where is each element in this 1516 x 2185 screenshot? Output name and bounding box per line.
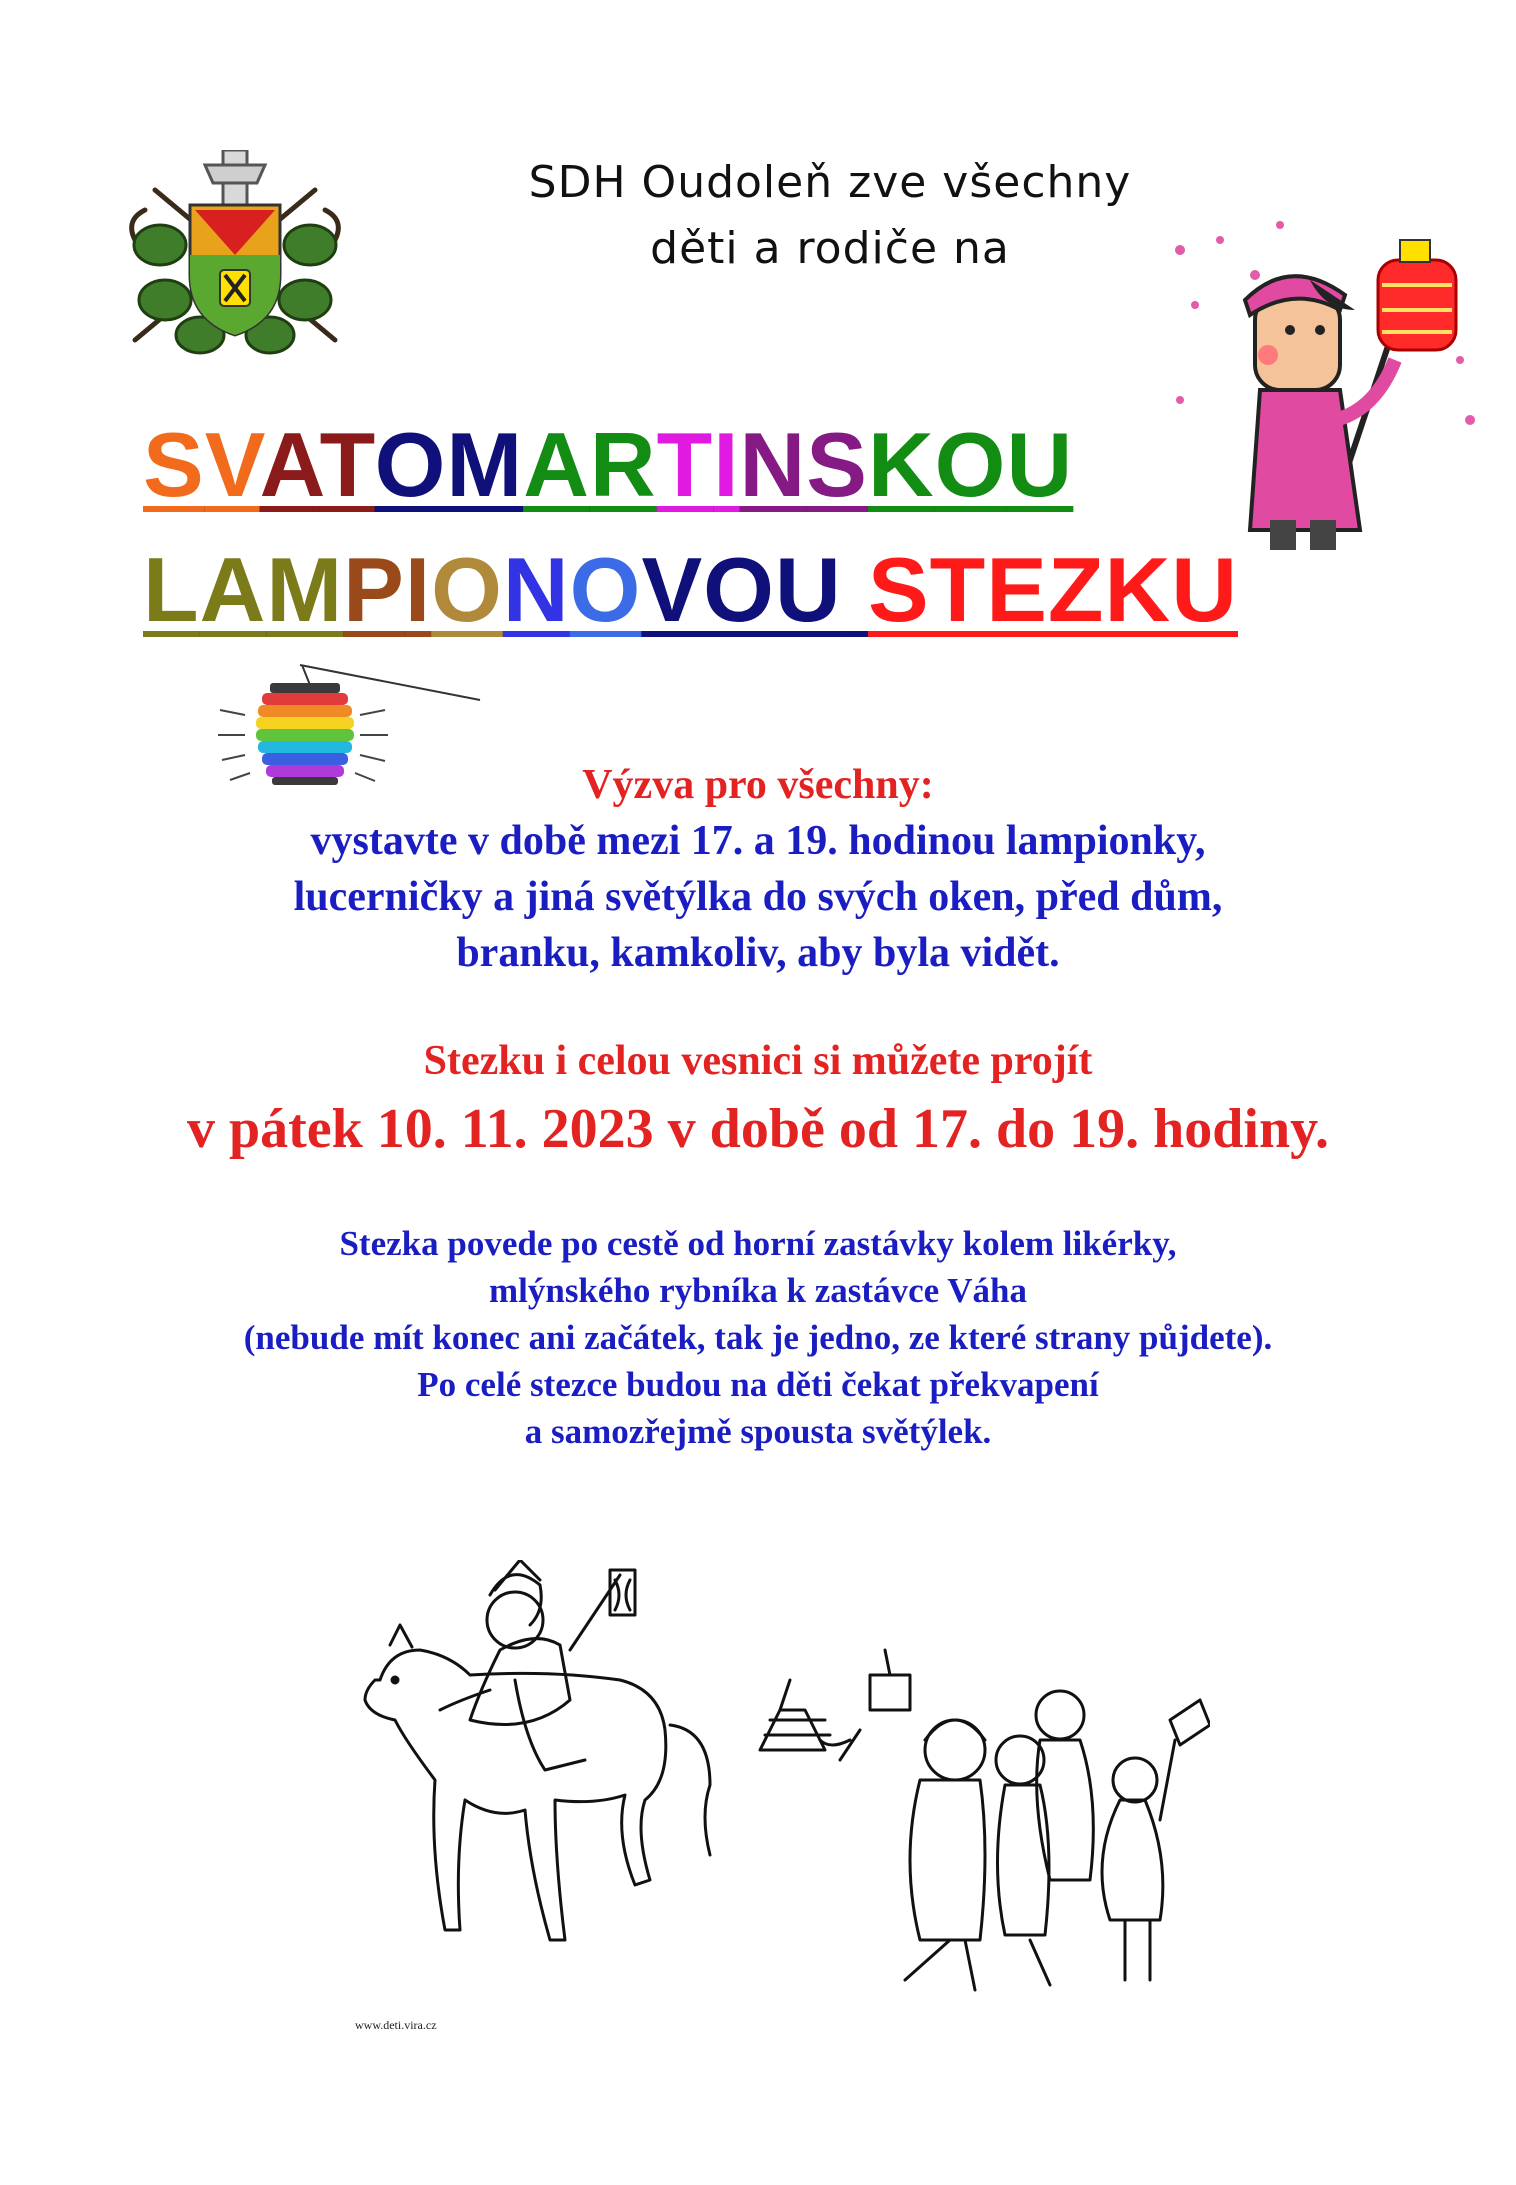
title-line-1-segment: T [656, 415, 714, 516]
title-line-1-segment: T [319, 415, 375, 516]
challenge-line-3: branku, kamkoliv, aby byla vidět. [456, 930, 1060, 976]
title-line-1 [143, 415, 1074, 516]
title-line-2-segment [842, 540, 868, 641]
title-line-1-segment: V [204, 415, 260, 516]
route-line-5: a samozřejmě spousta světýlek. [524, 1412, 992, 1451]
title-line-2-segment: V [641, 540, 704, 641]
lantern-child-icon [1160, 220, 1490, 560]
challenge-line-1: vystavte v době mezi 17. a 19. hodinou lampionky, [310, 818, 1206, 864]
children-lanterns-illustration-icon [730, 1640, 1210, 2020]
title-line-1-segment: N [739, 415, 807, 516]
title-line-1-segment: S [806, 415, 868, 516]
title-line-1-segment: R [589, 415, 657, 516]
title-line-2-segment: O [703, 540, 775, 641]
title-line-1-segment: A [523, 415, 590, 516]
title-line-2-segment: U [774, 540, 842, 641]
title-line-1-segment: U [1006, 415, 1074, 516]
title-line-1-segment: O [374, 415, 447, 516]
title-line-1-segment: S [143, 415, 205, 516]
route-line-3: (nebude mít konec ani začátek, tak je jedno, ze které strany půjdete). [243, 1318, 1273, 1357]
intro-line-1: SDH Oudoleň zve všechny [528, 157, 1132, 208]
title-line-2-segment: L [143, 540, 200, 641]
route-line-2: mlýnského rybníka k zastávce Váha [488, 1271, 1028, 1310]
walk-line-2: v pátek 10. 11. 2023 v době od 17. do 19. hodiny. [186, 1098, 1330, 1160]
walk-line-1: Stezku i celou vesnici si můžete projít [423, 1038, 1093, 1084]
challenge-heading: Výzva pro všechny: [582, 762, 934, 808]
title-line-2-segment: N [502, 540, 570, 641]
title-line-2-segment: M [266, 540, 344, 641]
st-martin-horse-illustration-icon [340, 1560, 740, 1990]
title-line-1-segment: M [446, 415, 524, 516]
title-line-1-segment: O [934, 415, 1007, 516]
credit-text: www.deti.vira.cz [355, 2018, 437, 2032]
title-line-2-segment: STEZKU [867, 540, 1238, 641]
title-line-2-segment: A [199, 540, 267, 641]
title-line-2 [143, 540, 1238, 641]
title-line-2-segment: P [343, 540, 405, 641]
title-line-1-segment: K [867, 415, 935, 516]
intro-text [440, 150, 1220, 282]
title-line-2-segment: O [431, 540, 503, 641]
intro-line-2: děti a rodiče na [650, 223, 1010, 274]
challenge-line-2: lucerničky a jiná světýlka do svých oken, před dům, [293, 874, 1223, 920]
title-line-2-segment: O [569, 540, 642, 641]
route-line-4: Po celé stezce budou na děti čekat překvapení [417, 1365, 1099, 1404]
route-line-1: Stezka povede po cestě od horní zastávky kolem likérky, [339, 1224, 1177, 1263]
title-line-1-segment: A [259, 415, 320, 516]
title-line-1-segment: I [713, 415, 740, 516]
title-line-2-segment: I [404, 540, 432, 641]
fire-brigade-emblem-icon [115, 150, 355, 360]
